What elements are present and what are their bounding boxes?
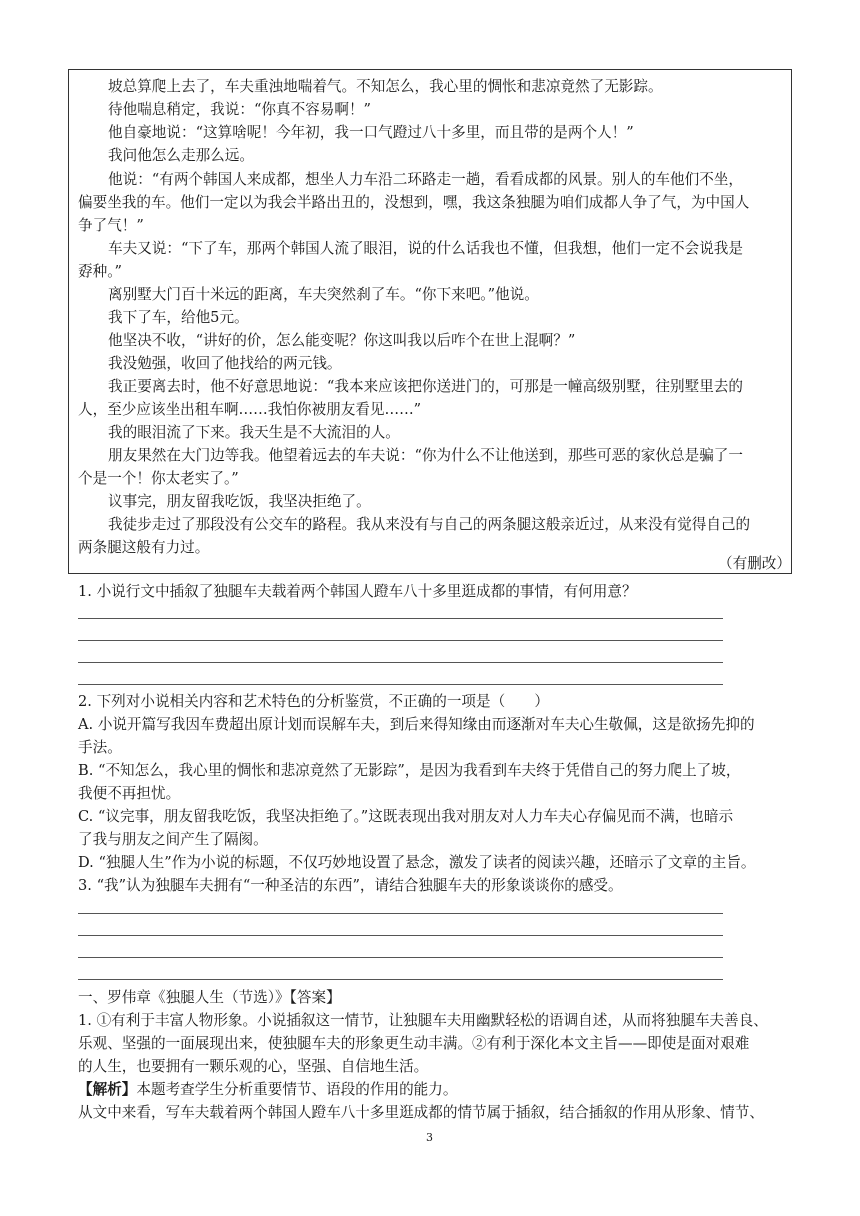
passage-line: 争了气！” [78, 217, 144, 234]
answer-line [78, 684, 723, 685]
option-b-cont: 我便不再担忧。 [78, 785, 181, 802]
passage-line: 朋友果然在大门边等我。他望着远去的车夫说：“你为什么不让他送到，那些可恶的家伙总是骗了一 [108, 447, 743, 464]
passage-line: 我徒步走过了那段没有公交车的路程。我从来没有与自己的两条腿这般亲近过，从来没有觉得自己的 [108, 516, 751, 533]
answer-heading: 一、罗伟章《独腿人生（节选）》【答案】 [78, 989, 341, 1006]
answer-line-text: 的人生，也要拥有一颗乐观的心，坚强、自信地生活。 [78, 1058, 429, 1075]
answer-line [78, 618, 723, 619]
passage-line: 坡总算爬上去了，车夫重浊地喘着气。不知怎么，我心里的惆怅和悲凉竟然了无影踪。 [108, 78, 663, 95]
answer-line [78, 935, 723, 936]
analysis-text: 本题考查学生分析重要情节、语段的作用的能力。 [136, 1081, 458, 1098]
question-2: 2. 下列对小说相关内容和艺术特色的分析鉴赏，不正确的一项是（ ） [78, 693, 549, 710]
page-number: 3 [426, 1131, 433, 1144]
answer-line [78, 640, 723, 641]
passage-line: 他自豪地说：“这算啥呢！今年初，我一口气蹬过八十多里，而且带的是两个人！” [108, 124, 634, 141]
passage-line: 他坚决不收，“讲好的价，怎么能变呢？你这叫我以后咋个在世上混啊？” [108, 332, 576, 349]
passage-line: 两条腿这般有力过。 [78, 539, 210, 556]
question-1: 1. 小说行文中插叙了独腿车夫载着两个韩国人蹬车八十多里逛成都的事情，有何用意？ [78, 583, 637, 600]
passage-line: 我的眼泪流了下来。我天生是不大流泪的人。 [108, 424, 400, 441]
passage-line: 待他喘息稍定，我说：“你真不容易啊！” [108, 101, 372, 118]
option-d: D. “独腿人生”作为小说的标题，不仅巧妙地设置了悬念，激发了读者的阅读兴趣，还暗示了文章的主旨。 [78, 854, 756, 871]
analysis-continued: 从文中来看，写车夫载着两个韩国人蹬车八十多里逛成都的情节属于插叙，结合插叙的作用从形象、情节、 [78, 1104, 764, 1121]
question-3: 3. “我”认为独腿车夫拥有“一种圣洁的东西”，请结合独腿车夫的形象谈谈你的感受。 [78, 877, 623, 894]
answer-line [78, 913, 723, 914]
passage-line: 离别墅大门百十米远的距离，车夫突然刹了车。“你下来吧。”他说。 [108, 286, 539, 303]
analysis-line [78, 1080, 457, 1100]
passage-line: 我问他怎么走那么远。 [108, 147, 254, 164]
answer-line-text: 乐观、坚强的一面展现出来，使独腿车夫的形象更生动丰满。②有利于深化本文主旨——即使是面对艰难 [78, 1035, 750, 1052]
option-c: C. “议完事，朋友留我吃饭，我坚决拒绝了。”这既表现出我对朋友对人力车夫心存偏见而不满，也暗示 [78, 808, 734, 825]
passage-line: 我下了车，给他5元。 [108, 309, 249, 326]
passage-line: 我没勉强，收回了他找给的两元钱。 [108, 355, 342, 372]
analysis-label: 【解析】 [78, 1081, 137, 1098]
passage-line: 议事完，朋友留我吃饭，我坚决拒绝了。 [108, 493, 371, 510]
passage-line: 我正要离去时，他不好意思地说：“我本来应该把你送进门的，可那是一幢高级别墅，往别墅里去的 [108, 378, 743, 395]
answer-line-text: 1. ①有利于丰富人物形象。小说插叙这一情节，让独腿车夫用幽默轻松的语调自述，从而将独腿车夫善良、 [78, 1012, 768, 1029]
option-a-cont: 手法。 [78, 739, 122, 756]
option-a: A. 小说开篇写我因车费超出原计划而误解车夫，到后来得知缘由而逐渐对车夫心生敬佩，这是欲扬先抑的 [78, 716, 755, 733]
option-b: B. “不知怎么，我心里的惆怅和悲凉竟然了无影踪”，是因为我看到车夫终于凭借自己的努力爬上了坡， [78, 762, 741, 779]
passage-line: 偏要坐我的车。他们一定以为我会半路出丑的，没想到，嘿，我这条独腿为咱们成都人争了气，为中国人 [78, 194, 750, 211]
answer-line [78, 979, 723, 980]
answer-line [78, 662, 723, 663]
passage-line: 个是一个！你太老实了。” [78, 470, 239, 487]
passage-line: 他说：“有两个韩国人来成都，想坐人力车沿二环路走一趟，看看成都的风景。别人的车他们不坐， [108, 171, 743, 188]
passage-line: 人，至少应该坐出租车啊……我怕你被朋友看见……” [78, 401, 422, 418]
source-note: （有删改） [718, 555, 791, 572]
option-c-cont: 了我与朋友之间产生了隔阂。 [78, 831, 268, 848]
passage-line: 车夫又说：“下了车，那两个韩国人流了眼泪，说的什么话我也不懂，但我想，他们一定不会说我是 [108, 240, 743, 257]
passage-line: 孬种。” [78, 263, 122, 280]
answer-line [78, 957, 723, 958]
